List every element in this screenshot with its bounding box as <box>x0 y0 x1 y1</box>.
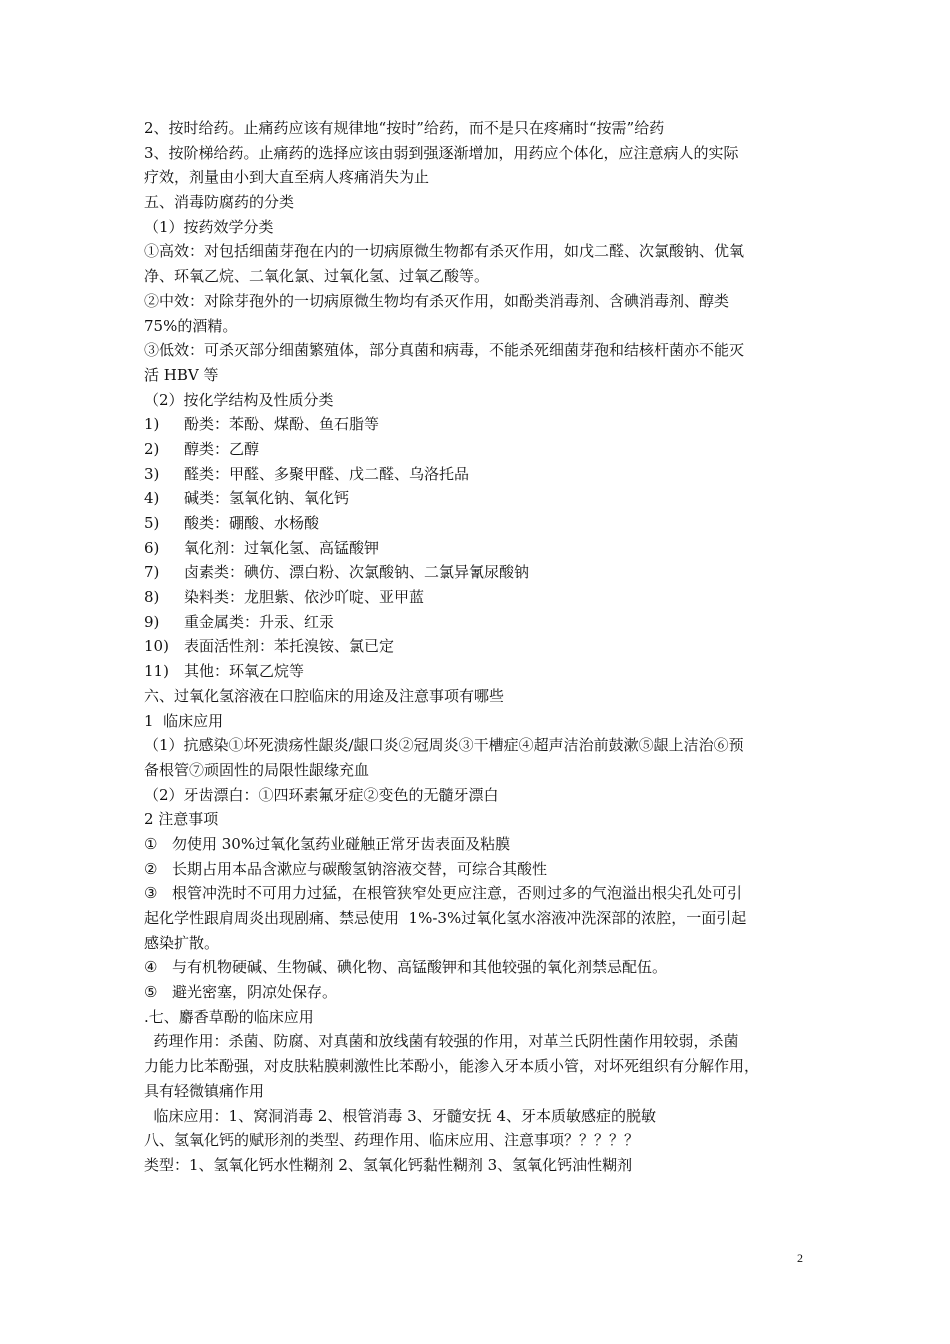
text-line <box>144 388 812 413</box>
line-text: 与有机物硬碱、生物碱、碘化物、高锰酸钾和其他较强的氧化剂禁忌配伍。 <box>172 958 668 977</box>
line-text: ②中效：对除芽孢外的一切病原微生物均有杀灭作用，如酚类消毒剂、含碘消毒剂、醇类 <box>144 291 730 310</box>
text-line <box>144 437 812 462</box>
line-text: 氧化剂：过氧化氢、高锰酸钾 <box>184 538 380 557</box>
page-number: 2 <box>797 1251 803 1265</box>
text-line <box>144 314 812 339</box>
line-text: 避光密塞，阴凉处保存。 <box>172 983 338 1002</box>
line-text: 75%的酒精。 <box>144 316 238 335</box>
line-text: ③低效：可杀灭部分细菌繁殖体，部分真菌和病毒，不能杀死细菌芽孢和结核杆菌亦不能灭 <box>144 341 745 360</box>
text-line <box>144 338 812 363</box>
line-text: 备根管⑦顽固性的局限性龈缘充血 <box>144 760 370 779</box>
line-text: 3、按阶梯给药。止痛药的选择应该由弱到强逐渐增加，用药应个体化，应注意病人的实际 <box>144 143 739 162</box>
line-text: 1 临床应用 <box>144 711 224 730</box>
line-text: 染料类：龙胆紫、依沙吖啶、亚甲蓝 <box>184 588 425 607</box>
line-text: （1）按药效学分类 <box>144 217 274 236</box>
text-line <box>144 289 812 314</box>
text-line <box>144 634 812 659</box>
list-marker: ③ <box>144 884 158 903</box>
list-number: 7) <box>144 563 160 582</box>
text-line <box>144 1153 812 1178</box>
text-line <box>144 807 812 832</box>
line-text: 2 注意事项 <box>144 810 219 829</box>
text-line <box>144 659 812 684</box>
line-text: （2）牙齿漂白：①四环素氟牙症②变色的无髓牙漂白 <box>144 785 499 804</box>
text-line <box>144 1079 812 1104</box>
text-line <box>144 165 812 190</box>
text-line <box>144 511 812 536</box>
line-text: 卤素类：碘仿、漂白粉、次氯酸钠、二氯异氰尿酸钠 <box>184 563 530 582</box>
text-line <box>144 264 812 289</box>
text-line <box>144 116 812 141</box>
list-marker: ④ <box>144 958 158 977</box>
line-text: （2）按化学结构及性质分类 <box>144 390 334 409</box>
text-line <box>144 610 812 635</box>
text-line <box>144 931 812 956</box>
line-text: 五、消毒防腐药的分类 <box>144 193 295 212</box>
text-line <box>144 215 812 240</box>
line-text: 具有轻微镇痛作用 <box>144 1081 265 1100</box>
list-number: 5) <box>144 514 160 532</box>
list-number: 8) <box>144 588 160 607</box>
text-line <box>144 1104 812 1129</box>
line-text: 根管冲洗时不可用力过猛，在根管狭窄处更应注意，否则过多的气泡溢出根尖孔处可引 <box>172 884 743 903</box>
text-line <box>144 560 812 585</box>
text-line <box>144 684 812 709</box>
text-line <box>144 881 812 906</box>
line-text: 醛类：甲醛、多聚甲醛、戊二醛、乌洛托品 <box>184 464 470 483</box>
text-line <box>144 955 812 980</box>
text-line <box>144 141 812 166</box>
list-number: 10) <box>144 637 169 656</box>
list-number: 2) <box>144 439 160 458</box>
text-line <box>144 486 812 511</box>
document-body <box>144 116 812 1178</box>
line-text: 重金属类：升汞、红汞 <box>184 612 335 631</box>
line-text: 酚类：苯酚、煤酚、鱼石脂等 <box>184 415 380 434</box>
line-text: 净、环氧乙烷、二氧化氯、过氧化氢、过氧乙酸等。 <box>144 267 490 286</box>
text-line <box>144 783 812 808</box>
text-line <box>144 536 812 561</box>
text-line <box>144 190 812 215</box>
text-line <box>144 1054 812 1079</box>
line-text: 力能力比苯酚强，对皮肤粘膜刺激性比苯酚小，能渗入牙本质小管，对坏死组织有分解作用， <box>144 1057 760 1076</box>
line-text: 勿使用 30%过氧化氢药业碰触正常牙齿表面及粘膜 <box>172 834 511 853</box>
line-text: 活 HBV 等 <box>144 365 219 384</box>
line-text: 酸类：硼酸、水杨酸 <box>184 514 320 532</box>
text-line <box>144 239 812 264</box>
text-line <box>144 363 812 388</box>
text-line <box>144 1128 812 1153</box>
line-text: 起化学性跟肩周炎出现剧痛、禁忌使用 1%-3%过氧化氢水溶液冲洗深部的浓腔，一面引起 <box>144 909 747 927</box>
list-number: 9) <box>144 612 160 631</box>
line-text: 六、过氧化氢溶液在口腔临床的用途及注意事项有哪些 <box>144 686 505 705</box>
line-text: 2、按时给药。止痛药应该有规律地“按时”给药，而不是只在疼痛时“按需”给药 <box>144 119 665 137</box>
text-line <box>144 585 812 610</box>
line-text: 表面活性剂：苯托溴铵、氯已定 <box>184 637 395 656</box>
line-text: 醇类：乙醇 <box>184 439 260 458</box>
text-line <box>144 857 812 882</box>
text-line <box>144 709 812 734</box>
list-marker: ⑤ <box>144 983 158 1002</box>
list-number: 3) <box>144 464 160 483</box>
list-number: 1) <box>144 415 160 434</box>
line-text: 长期占用本品含漱应与碳酸氢钠溶液交替，可综合其酸性 <box>172 859 548 878</box>
line-text: 感染扩散。 <box>144 933 220 952</box>
text-line <box>144 980 812 1005</box>
text-line <box>144 1005 812 1030</box>
line-text: 碱类：氢氧化钠、氧化钙 <box>184 489 350 508</box>
list-marker: ① <box>144 834 158 853</box>
text-line <box>144 412 812 437</box>
text-line <box>144 1029 812 1054</box>
list-marker: ② <box>144 859 158 878</box>
text-line <box>144 733 812 758</box>
line-text: （1）抗感染①坏死溃疡性龈炎/龈口炎②冠周炎③干槽症④超声洁治前鼓漱⑤龈上洁治⑥预 <box>144 736 744 755</box>
line-text: 临床应用：1、窝洞消毒 2、根管消毒 3、牙髓安抚 4、牙本质敏感症的脱敏 <box>144 1106 657 1125</box>
line-text: .七、麝香草酚的临床应用 <box>144 1007 314 1026</box>
text-line <box>144 758 812 783</box>
text-line <box>144 906 812 931</box>
text-line <box>144 462 812 487</box>
line-text: 其他：环氧乙烷等 <box>184 662 305 681</box>
list-number: 4) <box>144 489 160 508</box>
line-text: 药理作用：杀菌、防腐、对真菌和放线菌有较强的作用，对革兰氏阴性菌作用较弱，杀菌 <box>144 1032 739 1051</box>
line-text: 类型：1、氢氧化钙水性糊剂 2、氢氧化钙黏性糊剂 3、氢氧化钙油性糊剂 <box>144 1155 633 1174</box>
line-text: 疗效，剂量由小到大直至病人疼痛消失为止 <box>144 168 430 187</box>
text-line <box>144 832 812 857</box>
line-text: 八、氢氧化钙的赋形剂的类型、药理作用、临床应用、注意事项？？？？？ <box>144 1131 640 1150</box>
line-text: ①高效：对包括细菌芽孢在内的一切病原微生物都有杀灭作用，如戊二醛、次氯酸钠、优氧 <box>144 242 745 261</box>
list-number: 11) <box>144 662 169 681</box>
list-number: 6) <box>144 538 160 557</box>
